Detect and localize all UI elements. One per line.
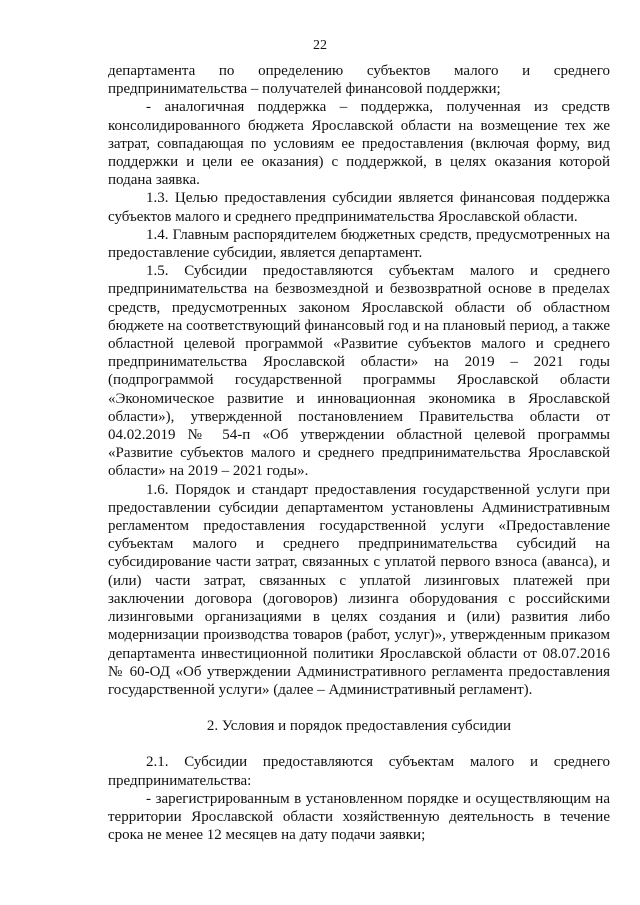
paragraph-registered-entities: - зарегистрированным в установленном порядке и осуществляющим на территории Ярославской области хозяйственную деятельность в течение срока не менее 12 месяцев на дату подачи заявки;: [108, 790, 610, 844]
document-body: [108, 62, 610, 844]
section-heading: 2. Условия и порядок предоставления субсидии: [206, 718, 512, 735]
paragraph-similar-support: - аналогичная поддержка – поддержка, полученная из средств консолидированного бюджета Ярославской области на возмещение тех же затрат, совпадающая по условиям ее предоставления (включая форму, вид поддержки и цели ее оказания) с поддержкой, в целях оказания которой подана заявка.: [108, 99, 610, 189]
paragraph-continuation: департамента по определению субъектов малого и среднего предпринимательства – получателей финансовой поддержки;: [108, 63, 610, 98]
paragraph-1-6: 1.6. Порядок и стандарт предоставления государственной услуги при предоставлении субсидии департаментом установлены Административным регламентом предоставления государственной услуги «Предоставление субъектам малого и среднего предпринимательства субсидий на субсидирование части затрат, связанных с уплатой первого взноса (аванса), и (или) части затрат, связанных с уплатой лизинговых платежей при заключении договора (договоров) лизинга оборудования с российскими лизинговыми организациями в целях создания и (или) развития либо модернизации производства товаров (работ, услуг)», утвержденным приказом департамента инвестиционной политики Ярославской области от 08.07.2016 № 60-ОД «Об утверждении Административного регламента предоставления государственной услуги» (далее – Административный регламент).: [108, 481, 610, 698]
paragraph-1-3: 1.3. Целью предоставления субсидии является финансовая поддержка субъектов малого и среднего предпринимательства Ярославской области.: [108, 190, 610, 225]
page-number: 22: [313, 38, 327, 53]
paragraph-1-4: 1.4. Главным распорядителем бюджетных средств, предусмотренных на предоставление субсидии, является департамент.: [108, 226, 610, 262]
paragraph-1-5: 1.5. Субсидии предоставляются субъектам малого и среднего предпринимательства на безвозмездной и безвозвратной основе в пределах средств, предусмотренных законом Ярославской области об областном бюджете на соответствующий финансовый год и на плановый период, а также областной целевой программой «Развитие субъектов малого и среднего предпринимательства Ярославской области» на 2019 – 2021 годы (подпрограммой государственной программы Ярославской области «Экономическое развитие и инновационная экономика в Ярославской области»), утвержденной постановлением Правительства области от 04.02.2019 № 54-п «Об утверждении областной целевой программы «Развитие субъектов малого и среднего предпринимательства Ярославской области» на 2019 – 2021 годы».: [108, 263, 610, 480]
paragraph-2-1: 2.1. Субсидии предоставляются субъектам малого и среднего предпринимательства:: [108, 754, 610, 789]
